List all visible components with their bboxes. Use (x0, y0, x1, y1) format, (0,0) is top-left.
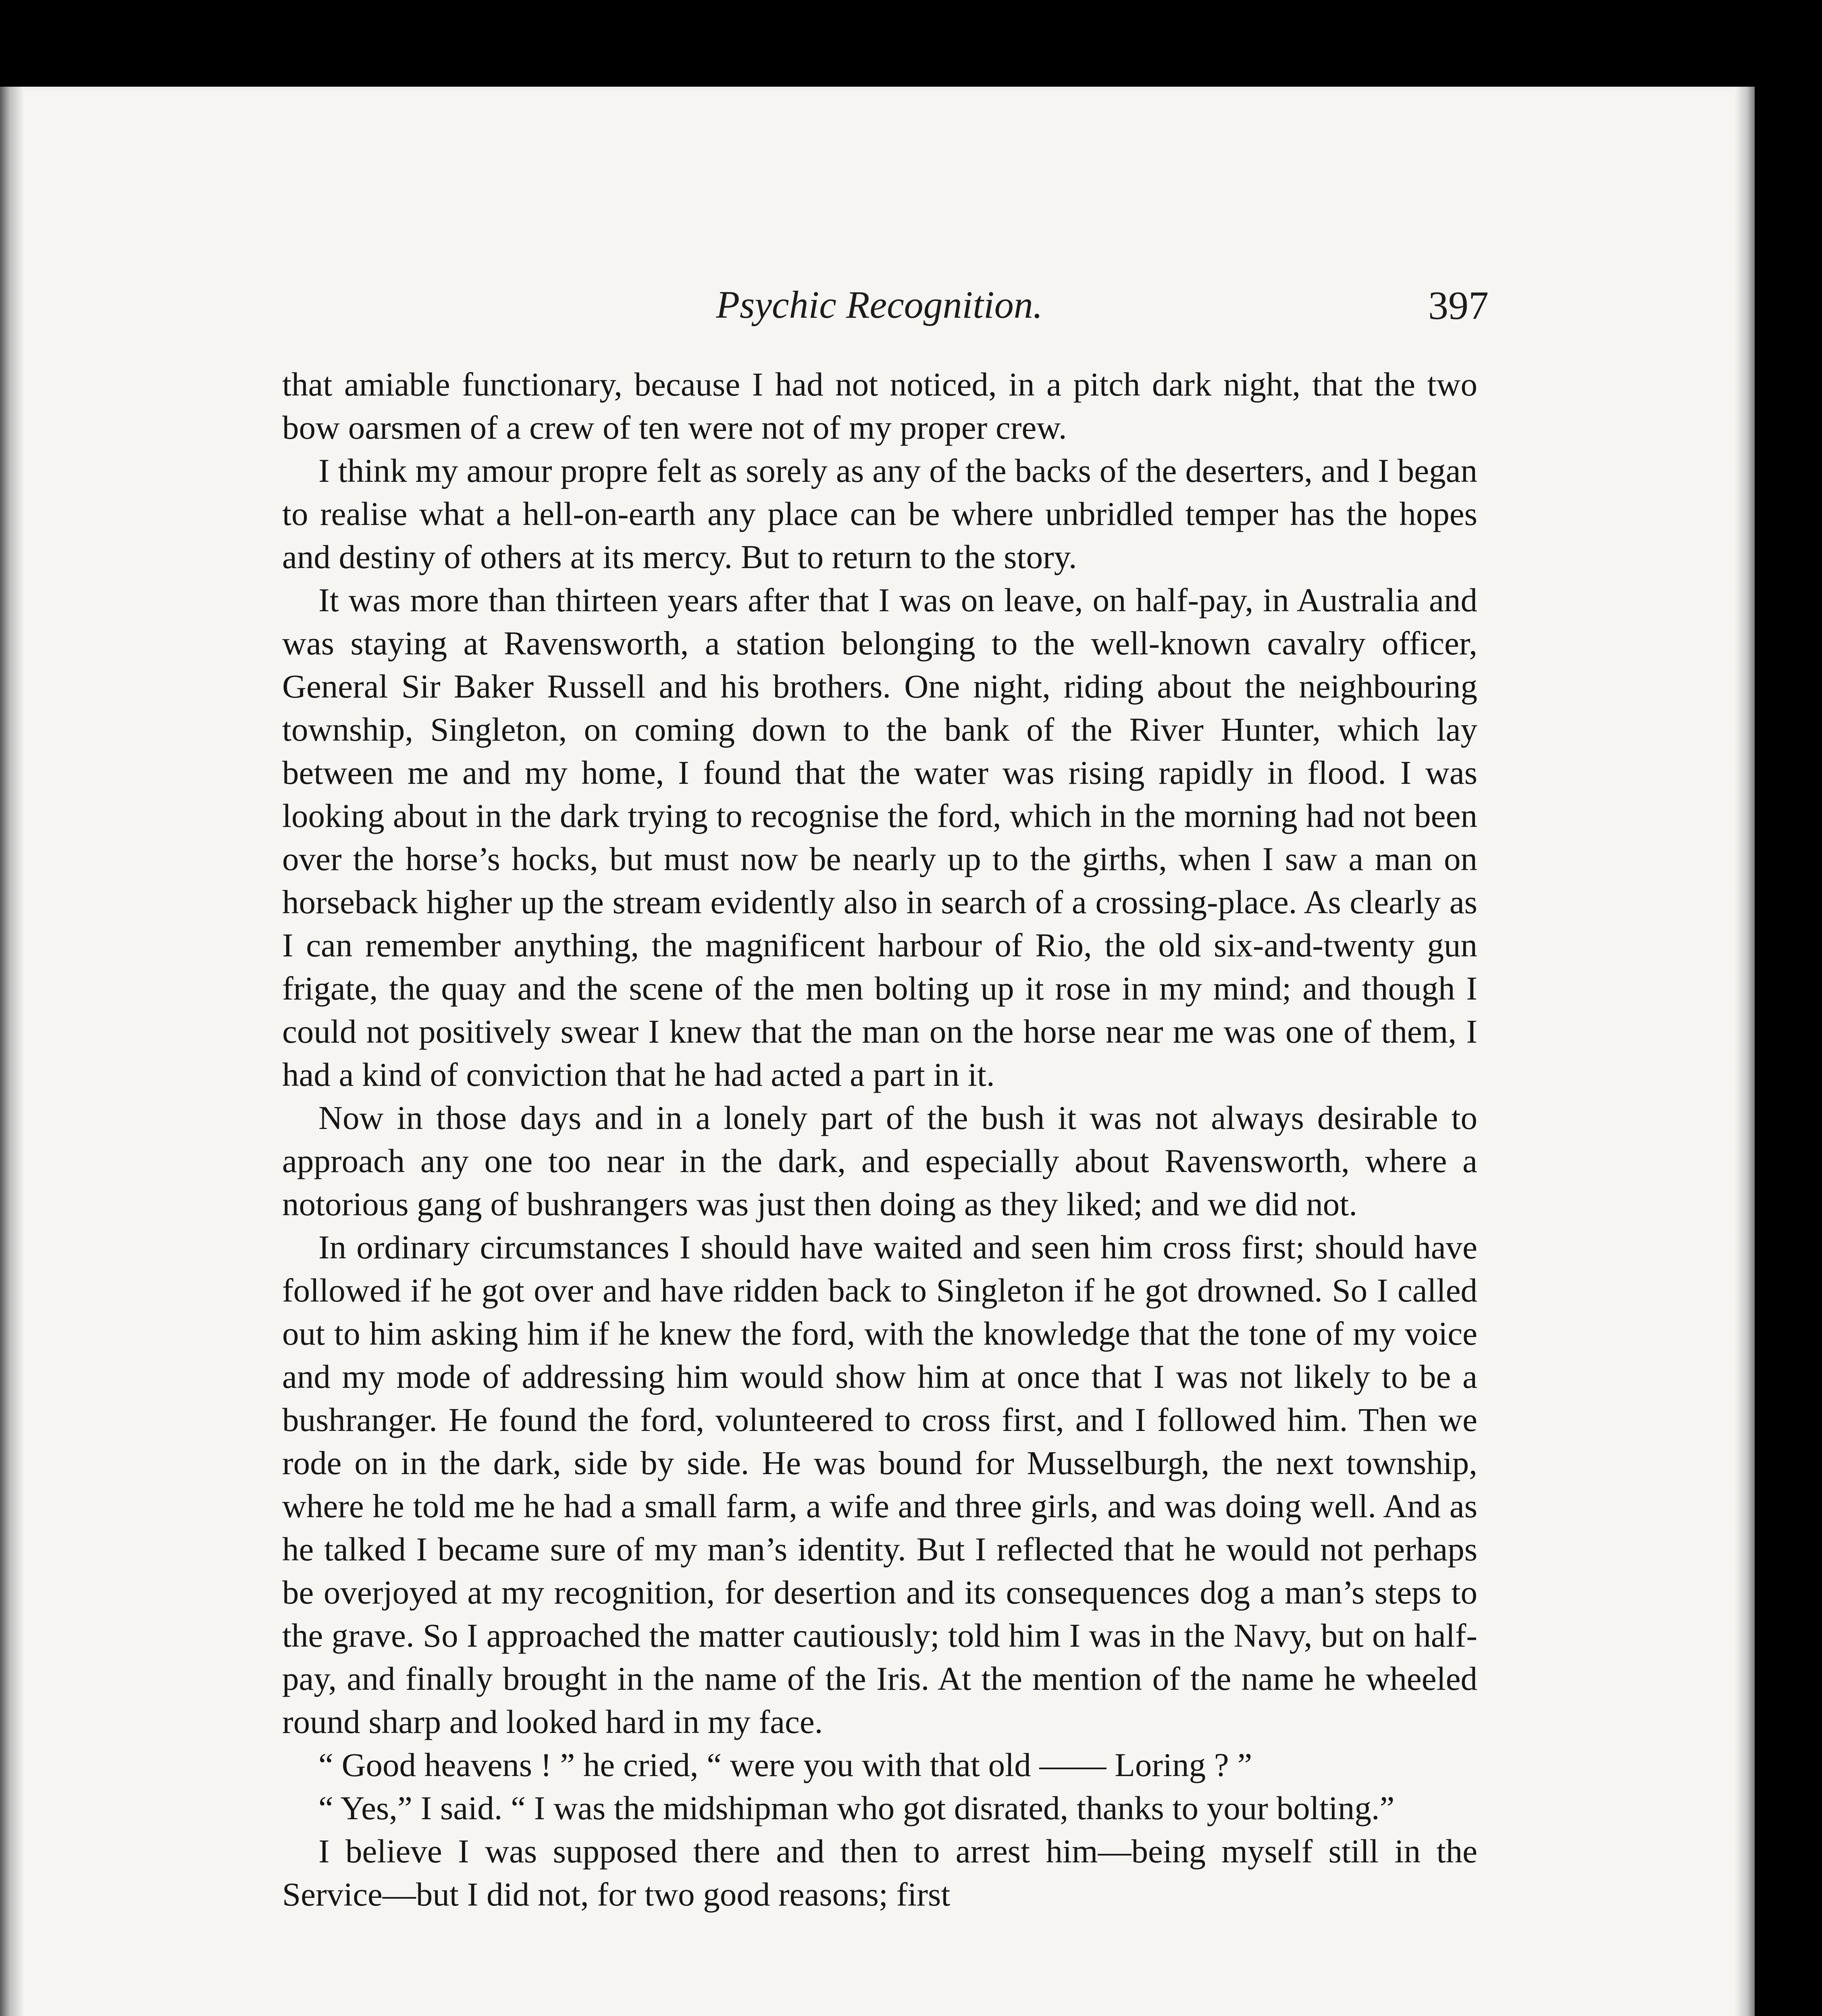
running-head-title: Psychic Recognition. (716, 283, 1043, 326)
page-number: 397 (1428, 283, 1489, 328)
paragraph-bush: Now in those days and in a lonely part of the bush it was not always desirable to approach any one too near in the dark, and especially about Ravensworth, where a notorious gang of bushrangers was just then doing as they liked; and we did not. (282, 1099, 1477, 1223)
running-head (270, 282, 1489, 343)
page-left-edge (0, 87, 24, 2016)
page-right-edge (1735, 87, 1755, 2016)
paragraph-continued: that amiable functionary, because I had not noticed, in a pitch dark night, that the two bow oarsmen of a crew of ten were not of my proper crew. (282, 366, 1477, 446)
paragraph-ravensworth: It was more than thirteen years after that I was on leave, on half-pay, in Australia and was staying at Ravensworth, a station belonging to the well-known cavalry officer, General Sir Baker Russell and his brothers. One night, riding about the neighbouring township, Singleton, on coming down to the bank of the River Hunter, which lay between me and my home, I found that the water was rising rapidly in flood. I was looking about in the dark trying to recognise the ford, which in the morning had not been over the horse’s hocks, but must now be nearly up to the girths, when I saw a man on horseback higher up the stream evidently also in search of a crossing-place. As clearly as I can remember anything, the magnificent harbour of Rio, the old six-and-twenty gun frigate, the quay and the scene of the men bolting up it rose in my mind; and though I could not positively swear I knew that the man on the horse near me was one of them, I had a kind of conviction that he had acted a part in it. (282, 581, 1477, 1093)
body-text (282, 363, 1477, 1916)
paragraph-amour-propre: I think my amour propre felt as sorely as any of the backs of the deserters, and I began to realise what a hell-on-earth any place can be where unbridled temper has the hopes and destiny of others at its mercy. But to return to the story. (282, 452, 1477, 575)
paragraph-dialogue-2: “ Yes,” I said. “ I was the midshipman who got disrated, thanks to your bolting.” (318, 1789, 1395, 1826)
paragraph-dialogue-1: “ Good heavens ! ” he cried, “ were you with that old —— Loring ? ” (318, 1746, 1252, 1783)
book-page (0, 87, 1755, 2016)
paragraph-ford: In ordinary circumstances I should have waited and seen him cross first; should have followed if he got over and have ridden back to Singleton if he got drowned. So I called out to him asking him if he knew the ford, with the knowledge that the tone of my voice and my mode of addressing him would show him at once that I was not likely to be a bushranger. He found the ford, volunteered to cross first, and I followed him. Then we rode on in the dark, side by side. He was bound for Musselburgh, the next township, where he told me he had a small farm, a wife and three girls, and was doing well. And as he talked I became sure of my man’s identity. But I reflected that he would not perhaps be overjoyed at my recognition, for desertion and its consequences dog a man’s steps to the grave. So I approached the matter cautiously; told him I was in the Navy, but on half-pay, and finally brought in the name of the Iris. At the mention of the name he wheeled round sharp and looked hard in my face. (282, 1229, 1477, 1740)
paragraph-arrest: I believe I was supposed there and then to arrest him—being myself still in the Service—but I did not, for two good reasons; first (282, 1833, 1477, 1913)
